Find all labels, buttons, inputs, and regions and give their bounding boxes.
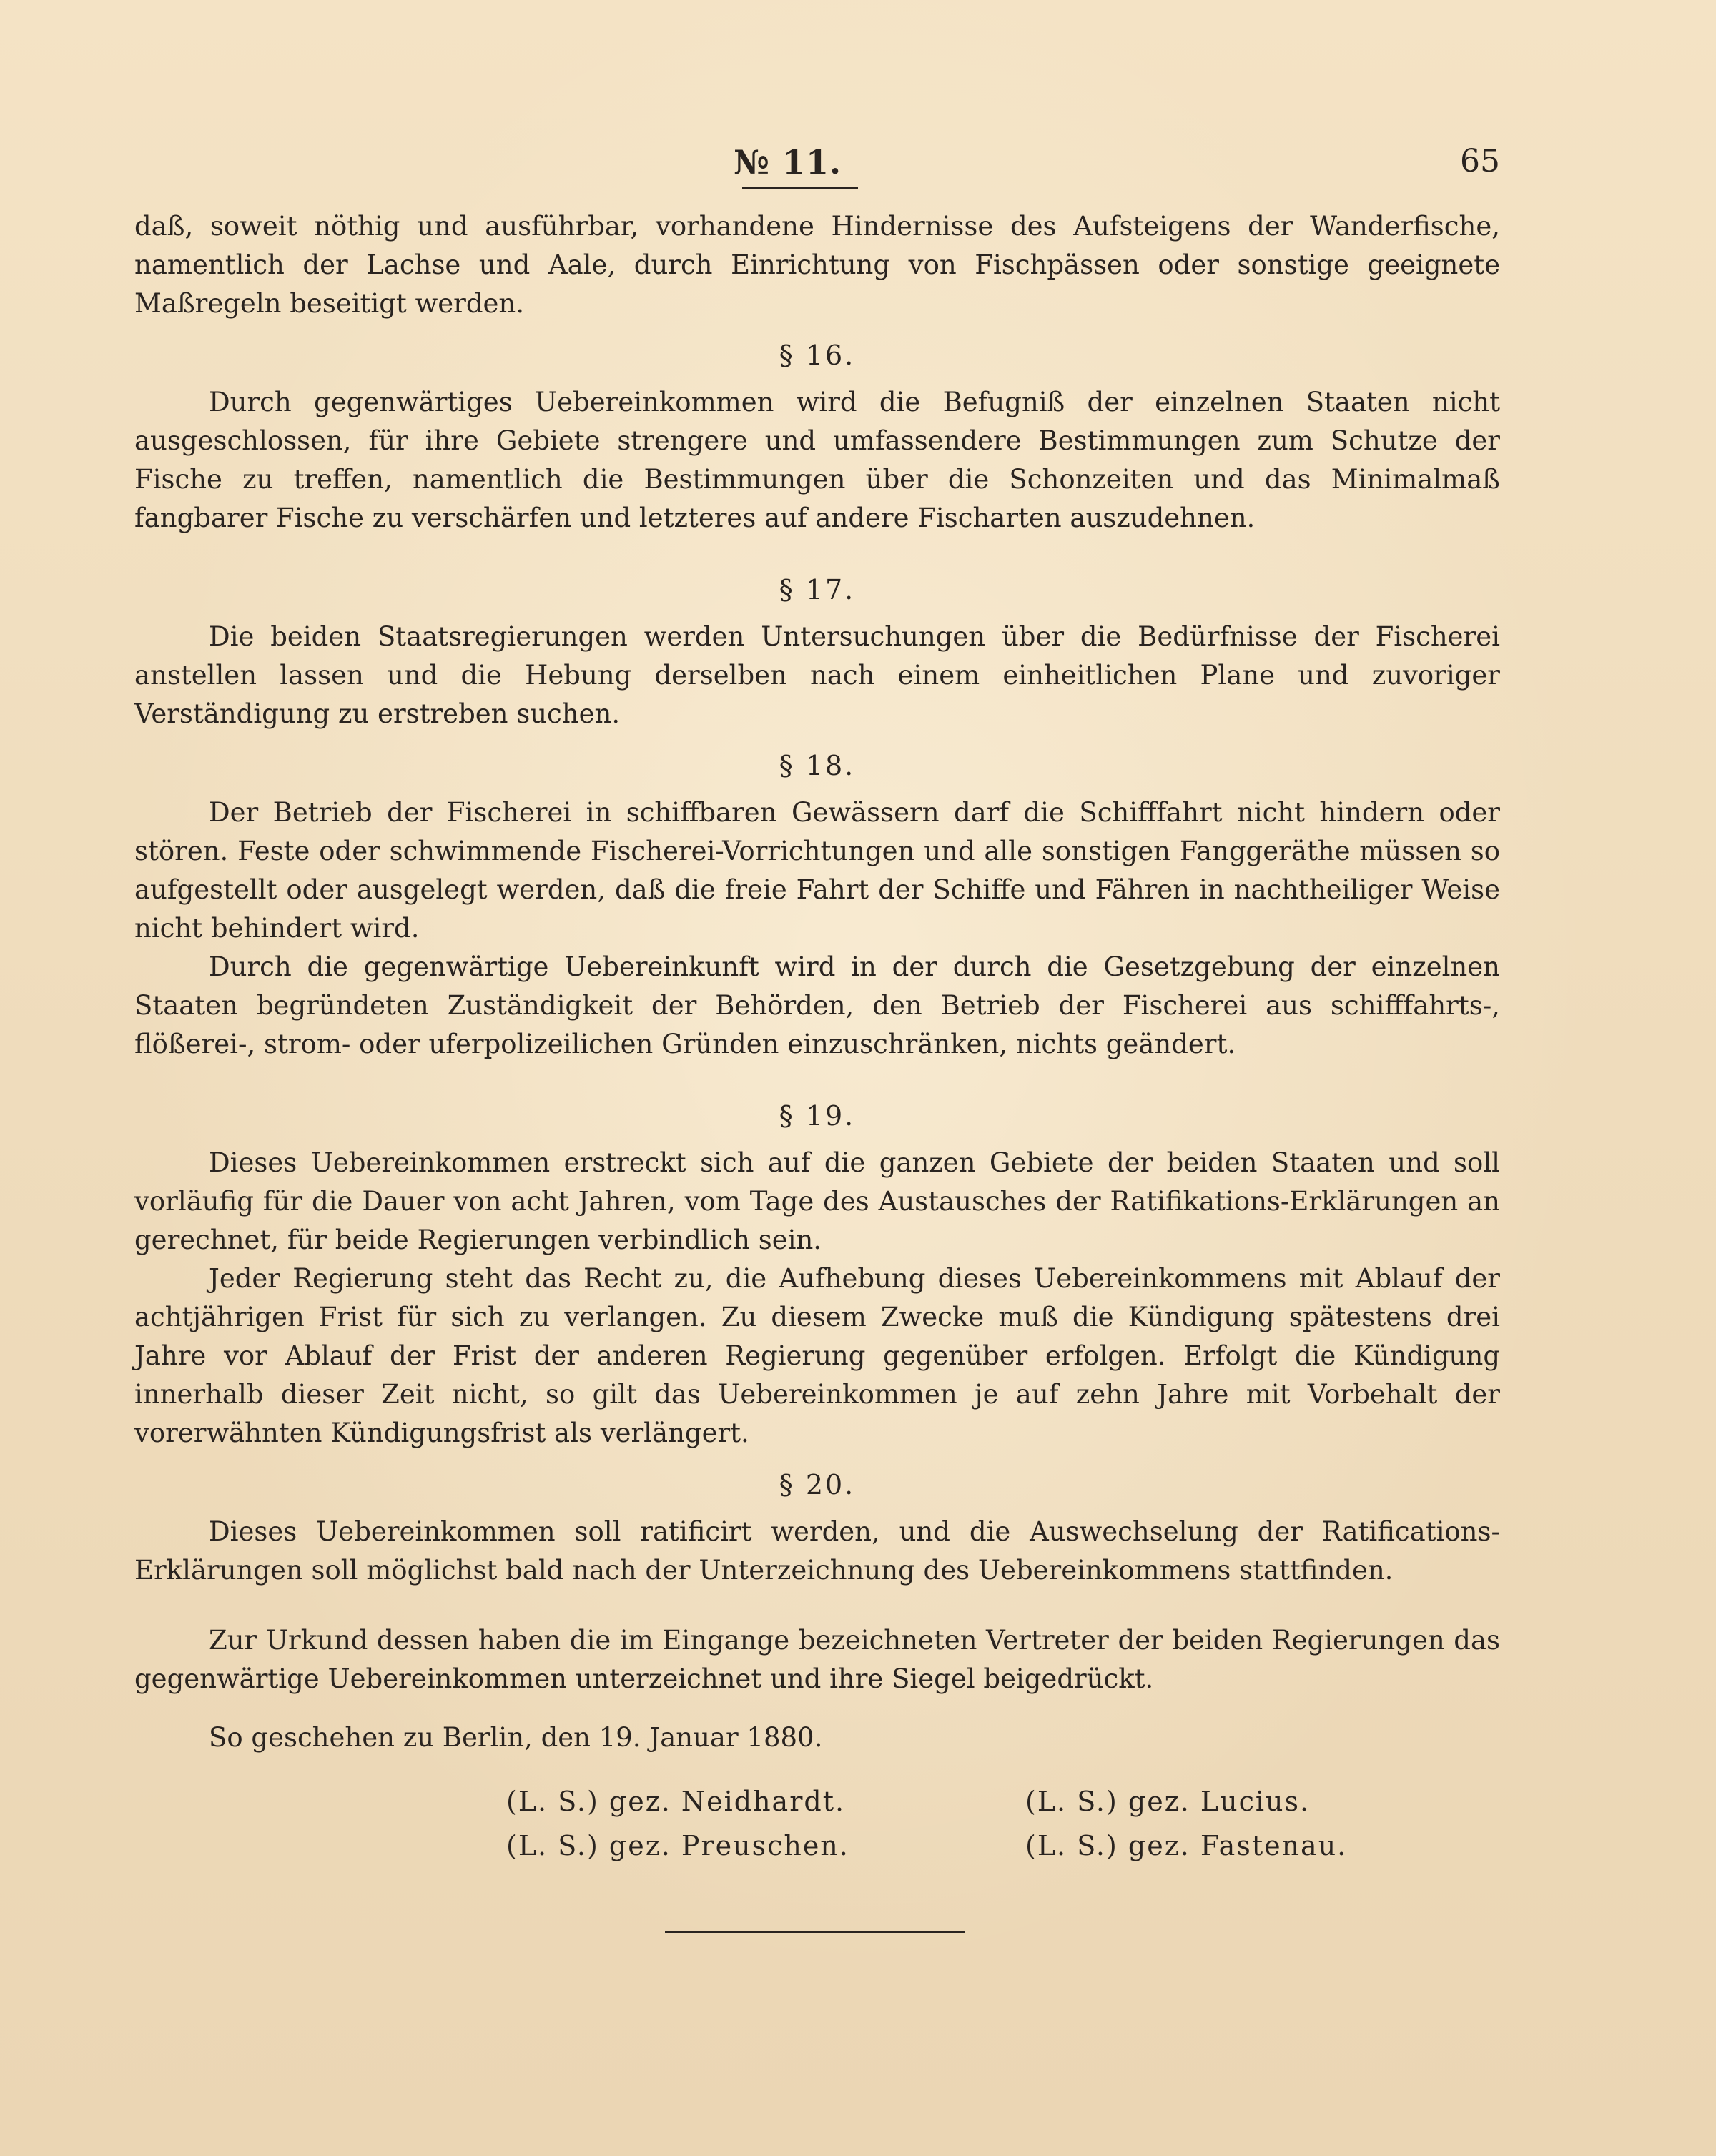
page-header [134, 143, 1500, 207]
place-and-date: So geschehen zu Berlin, den 19. Januar 1880. [209, 1722, 823, 1753]
signature-neidhardt: (L. S.) gez. Neidhardt. [506, 1786, 846, 1817]
signature-lucius: (L. S.) gez. Lucius. [1025, 1786, 1311, 1817]
section-19-text-a: Dieses Uebereinkommen erstreckt sich auf die ganzen Gebiete der beiden Staaten und soll vorläufig für die Dauer von acht Jahren, vom Tage des Austausches der Ratifikations-Erklärungen an gerechnet, für beide Regierungen verbindlich sein. [134, 1147, 1500, 1255]
section-16-text: Durch gegenwärtiges Uebereinkommen wird die Befugniß der einzelnen Staaten nicht ausgeschlossen, für ihre Gebiete strengere und umfassendere Bestimmungen zum Schutze der Fische zu treffen, namentlich die Bestimmungen über die Schonzeiten und das Minimalmaß fangbarer Fische zu verschärfen und letzteres auf andere Fischarten auszudehnen. [134, 387, 1500, 533]
issue-number: № 11. [734, 143, 842, 182]
section-18-text-b: Durch die gegenwärtige Uebereinkunft wird in der durch die Gesetzgebung der einzelnen Staaten begründeten Zuständigkeit der Behörden, den Betrieb der Fischerei aus schifffahrts-, flößerei-, strom- oder uferpolizeilichen Gründen einzuschränken, nichts geändert. [134, 951, 1500, 1059]
page-number: 65 [1460, 143, 1500, 179]
signature-block [134, 1786, 1500, 1886]
section-heading-19: § 19. [779, 1100, 856, 1132]
section-17-text: Die beiden Staatsregierungen werden Untersuchungen über die Bedürfnisse der Fischerei anstellen lassen und die Hebung derselben nach einem einheitlichen Plane und zuvoriger Verständigung zu erstreben suchen. [134, 621, 1500, 729]
section-20-text: Dieses Uebereinkommen soll ratificirt werden, und die Auswechselung der Ratifications-Erklärungen soll möglichst bald nach der Unterzeichnung des Uebereinkommens stattfinden. [134, 1516, 1500, 1586]
section-heading-17: § 17. [779, 574, 856, 605]
section-heading-20: § 20. [779, 1469, 856, 1500]
section-18-text-a: Der Betrieb der Fischerei in schiffbaren Gewässern darf die Schifffahrt nicht hindern oder stören. Feste oder schwimmende Fischerei-Vorrichtungen und alle sonstigen Fanggeräthe müssen so aufgestellt oder ausgelegt werden, daß die freie Fahrt der Schiffe und Fähren in nachtheiliger Weise nicht behindert wird. [134, 797, 1500, 944]
issue-underline [742, 187, 858, 189]
paragraph-continuation: daß, soweit nöthig und ausführbar, vorhandene Hindernisse des Aufsteigens der Wanderfische, namentlich der Lachse und Aale, durch Einrichtung von Fischpässen oder sonstige geeignete Maßregeln beseitigt werden. [134, 211, 1500, 319]
signature-fastenau: (L. S.) gez. Fastenau. [1025, 1830, 1348, 1861]
section-19-text-b: Jeder Regierung steht das Recht zu, die Aufhebung dieses Uebereinkommens mit Ablauf der achtjährigen Frist für sich zu verlangen. Zu diesem Zwecke muß die Kündigung spätestens drei Jahre vor Ablauf der Frist der anderen Regierung gegenüber erfolgen. Erfolgt die Kündigung innerhalb dieser Zeit nicht, so gilt das Uebereinkommen je auf zehn Jahre mit Vorbehalt der vorerwähnten Kündigungsfrist als verlängert. [134, 1263, 1500, 1448]
section-heading-18: § 18. [779, 750, 856, 781]
signature-preuschen: (L. S.) gez. Preuschen. [506, 1830, 849, 1861]
section-heading-16: § 16. [779, 340, 856, 371]
page-content [134, 143, 1500, 1886]
witness-clause: Zur Urkund dessen haben die im Eingange bezeichneten Vertreter der beiden Regierungen das gegenwärtige Uebereinkommen unterzeichnet und ihre Siegel beigedrückt. [134, 1625, 1500, 1694]
closing-rule [665, 1931, 965, 1933]
